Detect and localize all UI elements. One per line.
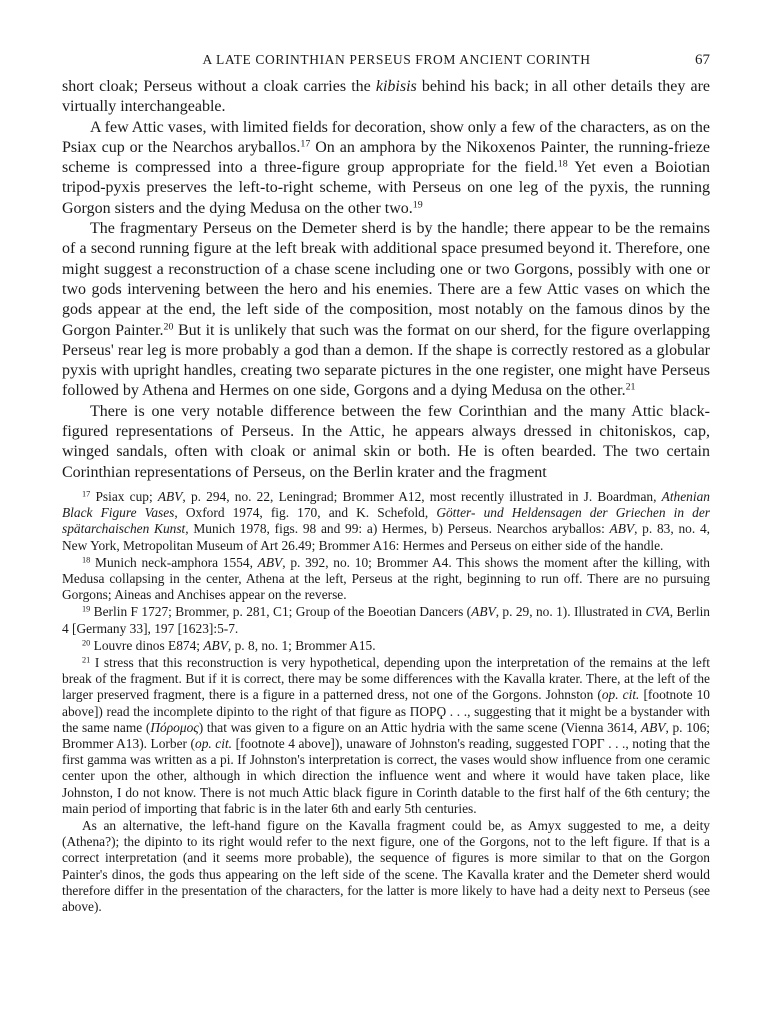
footnote-ref-20: 20	[163, 321, 174, 333]
footnote-ref-21: 21	[625, 382, 636, 393]
footnote-18: $^{18}$ Munich neck-amphora 1554, ABV, p. 392, no. 10; Brommer A4. This shows the moment after the killing, with Medusa collapsing in the center, Athena at the left, Perseus at the right, beginning to run off. There are no pursuing Gorgons; Aineas and Anchises appear on the reverse.	[62, 554, 710, 603]
paragraph-2: A few Attic vases, with limited fields for decoration, show only a few of the characters, as on the Psiax cup or the Nearchos aryballos.$^{17}$ On an amphora by the Nikoxenos Painter, the running-frieze scheme is compressed into a three-figure group appropriate for the field.$^{18}$ Yet even a Boiotian tripod-pyxis preserves the left-to-right scheme, with Perseus on one leg of the pyxis, the running Gorgon sisters and the dying Medusa on the other two.$^{19}$	[62, 118, 710, 217]
body-text	[62, 77, 710, 483]
paragraph-4: There is one very notable difference between the few Corinthian and the many Attic black-figured representations of Perseus. In the Attic, he appears always dressed in chitoniskos, cap, winged sandals, often with cloak or animal skin or both. He is often bearded. The two certain Corinthian representations of Perseus, on the Berlin krater and the fragment	[62, 402, 710, 481]
footnote-ref-18: 18	[557, 158, 568, 170]
footnote-17: $^{17}$ Psiax cup; ABV, p. 294, no. 22, Leningrad; Brommer A12, most recently illustrated in J. Boardman, Athenian Black Figure Vases, Oxford 1974, fig. 170, and K. Schefold, Götter- und Heldensagen der Griechen in der spätarchaischen Kunst, Munich 1978, figs. 98 and 99: a) Hermes, b) Perseus. Nearchos aryballos: ABV, p. 83, no. 4, New York, Metropolitan Museum of Art 26.49; Brommer A16: Hermes and Perseus on either side of the handle.	[62, 488, 711, 553]
footnote-ref-19: 19	[412, 199, 423, 211]
paragraph-1: short cloak; Perseus without a cloak carries the kibisis behind his back; in all other details they are virtually interchangeable.	[62, 78, 710, 116]
footnote-20: $^{20}$ Louvre dinos E874; ABV, p. 8, no. 1; Brommer A15.	[82, 637, 376, 653]
footnotes	[62, 489, 710, 915]
running-title: A LATE CORINTHIAN PERSEUS FROM ANCIENT CORINTH	[202, 52, 591, 67]
page-number: 67	[695, 52, 710, 68]
footnote-21: $^{21}$ I stress that this reconstruction is very hypothetical, depending upon the interpretation of the remains at the left break of the fragment. But if it is correct, there may be some differences with the Kavalla krater. There, at the left of the larger preserved fragment, there is a figure in a patterned dress, not one of the Gorgons. Johnston (op. cit. [footnote 10 above]) read the incomplete dipinto to the right of that figure as ΠΟΡϘ . . ., suggesting that it might be a bystander with the same name (Πόρομος) that was given to a figure on an Attic hydria with the same scene (Vienna 3614, ABV, p. 106; Brommer A13). Lorber (op. cit. [footnote 4 above]), unaware of Johnston's reading, suggested ΓΟΡΓ . . ., noting that the first gamma was written as a pi. If Johnston's interpretation is correct, the vases would show influence from one ceramic center upon the other, although in which direction the influence went and where it would have taken place, like Johnston, I do not know. There is not much Attic black figure in Corinth datable to the first half of the 6th century; the main period of importing that fabric is in the later 6th and early 5th centuries.	[62, 654, 711, 816]
running-header	[62, 52, 710, 69]
italic-term: kibisis	[375, 78, 417, 95]
footnote-19: $^{19}$ Berlin F 1727; Brommer, p. 281, C1; Group of the Boeotian Dancers (ABV, p. 29, no. 1). Illustrated in CVA, Berlin 4 [Germany 33], 197 [1623]:5-7.	[62, 604, 711, 636]
page	[62, 52, 710, 915]
footnote-ref-17: 17	[300, 138, 311, 150]
footnote-21-continued: As an alternative, the left-hand figure on the Kavalla fragment could be, as Amyx suggested to me, a deity (Athena?); the dipinto to its right would refer to the next figure, one of the Gorgons, not to the left figure. If that is a correct interpretation (and it seems more probable), the sequence of figures is more similar to that on the Gorgon Painter's dinos, the gods thus appearing on the left side of the scene. The Kavalla krater and the Demeter sherd would therefore differ in the presentation of the characters, for the latter is more likely to have had a deity next to Perseus (see above).	[62, 818, 710, 915]
paragraph-3: The fragmentary Perseus on the Demeter sherd is by the handle; there appear to be the remains of a second running figure at the left break with additional space presumed beyond it. Therefore, one might suggest a reconstruction of a chase scene including one or two Gorgons, possibly with one or two gods intervening between the hero and his enemies. There are a few Attic vases on which the gods appear at the end, the left side of the composition, most notably on the famous dinos by the Gorgon Painter.$^{20}$ But it is unlikely that such was the format on our sherd, for the figure overlapping Perseus' rear leg is more probably a god than a demon. If the shape is correctly restored as a globular pyxis with upright handles, creating two separate pictures in the one register, one might have Perseus followed by Athena and Hermes on one side, Gorgons and a dying Medusa on the other.$^{21}$	[62, 220, 711, 400]
